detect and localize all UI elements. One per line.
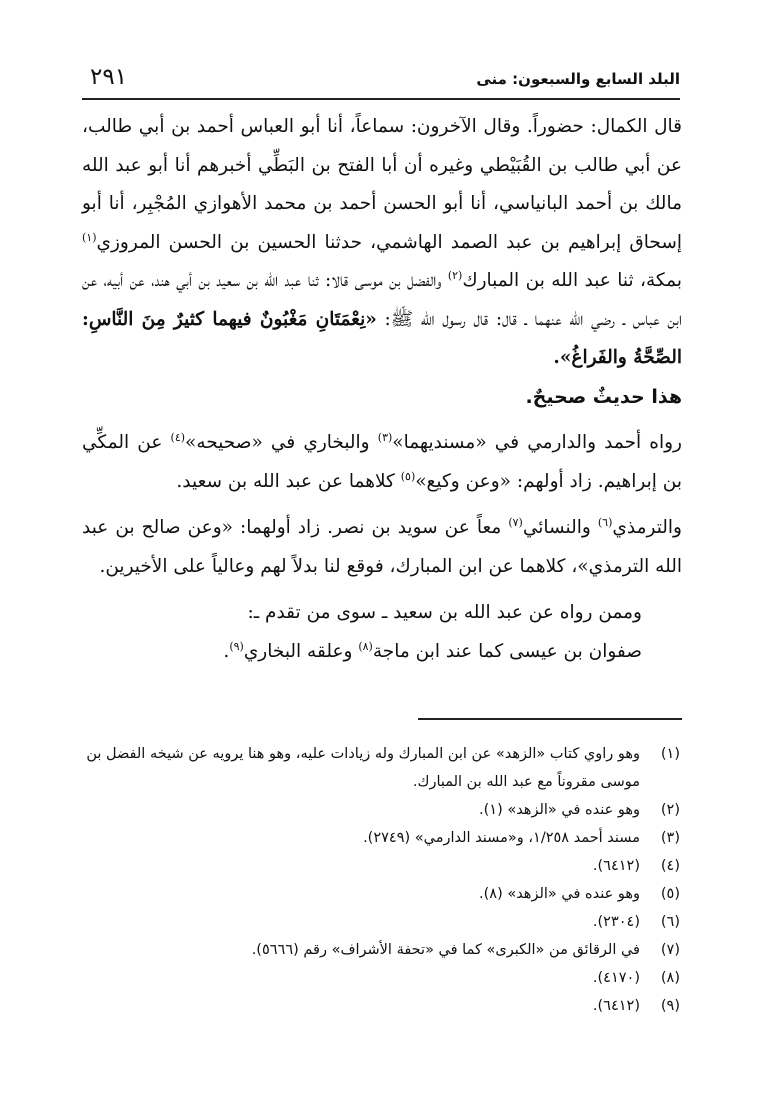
footnotes (82, 740, 680, 1020)
takhrij-paragraph-1 (82, 424, 682, 501)
running-header (82, 60, 680, 100)
footnote-ref-9: (٩) (229, 639, 244, 653)
footnote-ref-7: (٧) (508, 515, 523, 529)
footnote (82, 880, 680, 908)
footnote-number: (٥) (660, 886, 680, 902)
footnote-ref-1: (١) (82, 230, 97, 244)
narrator-text-c: . (223, 640, 230, 662)
footnote-text: (٦٤١٢). (592, 998, 640, 1014)
takhrij2-text-b: والنسائي (522, 517, 598, 538)
footnote-ref-4: (٤) (170, 430, 186, 444)
hadith-text: «نِعْمَتَانِ مَغْبُونٌ فيهما كثيرٌ مِنَ النَّاسِ: الصِّحَّةُ والفَراغُ». (82, 308, 682, 368)
footnote (82, 964, 680, 992)
footnote-ref-3: (٣) (377, 430, 393, 444)
narrator-text-a: صفوان بن عيسى كما عند ابن ماجة (372, 640, 642, 662)
footnote-number: (٩) (660, 998, 680, 1014)
takhrij2-text-c: معاً عن سويد بن نصر. زاد أولهما: «وعن صالح بن عبد الله الترمذي»، كلاهما عن ابن المبارك، فوقع لنا بدلاً لهم وعالياً على الأخيرين. (82, 517, 682, 577)
footnote-separator (418, 718, 682, 720)
footnote (82, 992, 680, 1020)
chapter-title: البلد السابع والسبعون: منى (476, 70, 680, 88)
footnote-number: (٤) (660, 858, 680, 874)
footnote (82, 852, 680, 880)
footnote-text: (٢٣٠٤). (592, 914, 640, 930)
isnad-text-c: والفضل بن موسى قالا: ثنا عبد الله بن سعيد بن أبي هند، عن أبيه، عن ابن عباس ـ رضي الله عنهما ـ قال: قال رسول الله ﷺ: (82, 270, 682, 330)
hadith-grade: هذا حديثٌ صحيحٌ. (525, 385, 682, 408)
isnad-paragraph (82, 108, 682, 378)
footnote (82, 908, 680, 936)
takhrij-paragraph-2 (82, 509, 682, 586)
footnote-ref-5: (٥) (400, 469, 416, 483)
footnote-text: وهو راوي كتاب «الزهد» عن ابن المبارك وله زيادات عليه، وهو هنا يرويه عن شيخه الفضل بن موسى مقروناً مع عبد الله بن المبارك. (86, 746, 640, 790)
isnad-text-b: بمكة، ثنا عبد الله بن المبارك (462, 270, 682, 291)
footnote-number: (٨) (660, 970, 680, 986)
footnote-text: في الرقائق من «الكبرى» كما في «تحفة الأشراف» رقم (٥٦٦٦). (251, 942, 640, 958)
footnote-ref-6: (٦) (597, 515, 613, 529)
footnote (82, 824, 680, 852)
main-text (82, 108, 682, 671)
footnote-text: وهو عنده في «الزهد» (٨). (478, 886, 640, 902)
narrator-text-b: وعلقه البخاري (243, 640, 359, 662)
footnote-ref-2: (٢) (447, 268, 463, 282)
takhrij-text-c: عن المكِّي بن إبراهيم. زاد أولهم: «وعن وكيع» (82, 432, 682, 492)
footnote-text: (٦٤١٢). (592, 858, 640, 874)
footnote (82, 796, 680, 824)
footnote (82, 936, 680, 964)
other-narrators-line (82, 633, 682, 672)
footnote-number: (١) (660, 746, 680, 762)
footnote-number: (٢) (660, 802, 680, 818)
other-narrators-intro: وممن رواه عن عبد الله بن سعيد ـ سوى من تقدم ـ: (247, 602, 642, 623)
takhrij-text-a: رواه أحمد والدارمي في «مسنديهما» (392, 432, 682, 453)
page-number: ٢٩١ (90, 64, 128, 90)
footnote-text: مسند أحمد ١/٢٥٨، و«مسند الدارمي» (٢٧٤٩). (363, 830, 640, 846)
footnote-text: وهو عنده في «الزهد» (١). (478, 802, 640, 818)
footnote-ref-8: (٨) (358, 639, 373, 653)
isnad-text: قال الكمال: حضوراً. وقال الآخرون: سماعاً، أنا أبو العباس أحمد بن أبي طالب، عن أبي طالب بن القُبَيْطي وغيره أن أبا الفتح بن البَطِّي أخبرهم أنا أبو عبد الله مالك بن أحمد البانياسي، أنا أبو الحسن أحمد بن محمد الأهوازي المُجْبِر، أنا أبو إسحاق إبراهيم بن عبد الصمد الهاشمي، حدثنا الحسين بن الحسن المروزي (82, 116, 682, 253)
footnote-number: (٧) (660, 942, 680, 958)
takhrij2-text-a: والترمذي (612, 517, 682, 538)
takhrij-text-b: والبخاري في «صحيحه» (185, 432, 378, 453)
footnote (82, 740, 680, 796)
footnote-text: (٤١٧٠). (592, 970, 640, 986)
takhrij-text-d: كلاهما عن عبد الله بن سعيد. (176, 470, 401, 492)
footnote-number: (٣) (660, 830, 680, 846)
footnote-number: (٦) (660, 914, 680, 930)
